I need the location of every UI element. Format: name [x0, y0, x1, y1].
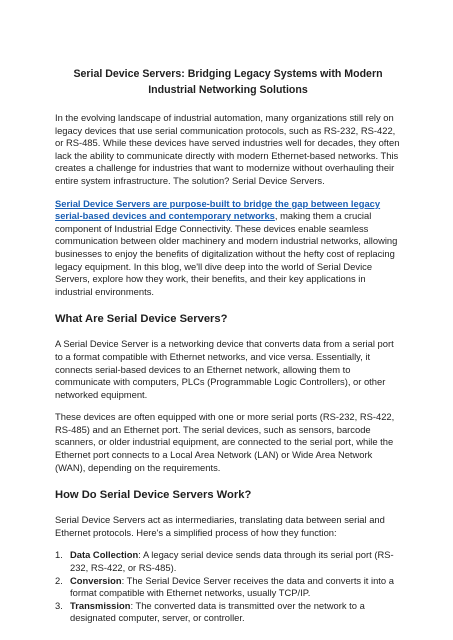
list-item-text: : A legacy serial device sends data through its serial port (RS-232, RS-422, or RS-485).	[70, 549, 394, 574]
intro-paragraph: In the evolving landscape of industrial automation, many organizations still rely on legacy devices that use serial communication protocols, such as RS-232, RS-422, or RS-485. While these devices have served industries well for decades, they often lack the ability to communicate directly with modern Ethernet-based networks. This creates a challenge for industries that want to modernize without overhauling their entire system infrastructure. The solution? Serial Device Servers.	[55, 112, 400, 186]
list-item-number: 1.	[55, 549, 63, 561]
process-steps-list	[55, 549, 401, 625]
document-page	[55, 66, 401, 625]
list-item-term: Transmission	[70, 599, 131, 611]
section-heading-how-work: How Do Serial Device Servers Work?	[55, 489, 252, 502]
list-item	[55, 600, 401, 625]
list-item-text: : The Serial Device Server receives the data and converts it into a format compatible with Ethernet networks, usually TCP/IP.	[70, 574, 394, 599]
serial-device-servers-link[interactable]: Serial Device Servers are purpose-built to bridge the gap between legacy serial-based devices and contemporary networks	[55, 197, 381, 222]
list-item-text: : The converted data is transmitted over the network to a designated computer, server, or controller.	[70, 599, 365, 624]
list-item-number: 3.	[55, 599, 63, 611]
section-heading-what-are: What Are Serial Device Servers?	[55, 313, 228, 326]
overview-paragraph-text: , making them a crucial component of Industrial Edge Connectivity. These devices enable seamless communication between older machinery and modern industrial networks, allowing businesses to enjoy the benefits of digitalization without the hefty cost of replacing legacy equipment. In this blog, we'll dive deep into the world of Serial Device Servers, explore how they work, their benefits, and their key applications in industrial environments.	[55, 210, 398, 297]
list-item	[55, 575, 401, 600]
list-item-term: Conversion	[70, 574, 122, 586]
list-item-term: Data Collection	[70, 549, 139, 561]
list-item-number: 2.	[55, 574, 63, 586]
document-title: Serial Device Servers: Bridging Legacy Systems with Modern Industrial Networking Solutions	[73, 68, 383, 96]
overview-paragraph	[55, 198, 401, 299]
definition-paragraph: A Serial Device Server is a networking device that converts data from a serial port to a format compatible with Ethernet networks, and vice versa. Essentially, it connects serial-based devices to an Ethernet network, allowing them to communicate with computers, PLCs (Programmable Logic Controllers), or other networked equipment.	[55, 338, 394, 400]
ports-paragraph: These devices are often equipped with one or more serial ports (RS-232, RS-422, RS-485) and an Ethernet port. The serial devices, such as sensors, barcode scanners, or older industrial equipment, are connected to the serial port, while the Ethernet port connects to a Local Area Network (LAN) or Wide Area Network (WAN), depending on the requirements.	[55, 411, 395, 473]
process-intro-paragraph: Serial Device Servers act as intermediaries, translating data between serial and Ethernet protocols. Here's a simplified process of how they function:	[55, 514, 385, 538]
list-item	[55, 549, 401, 574]
